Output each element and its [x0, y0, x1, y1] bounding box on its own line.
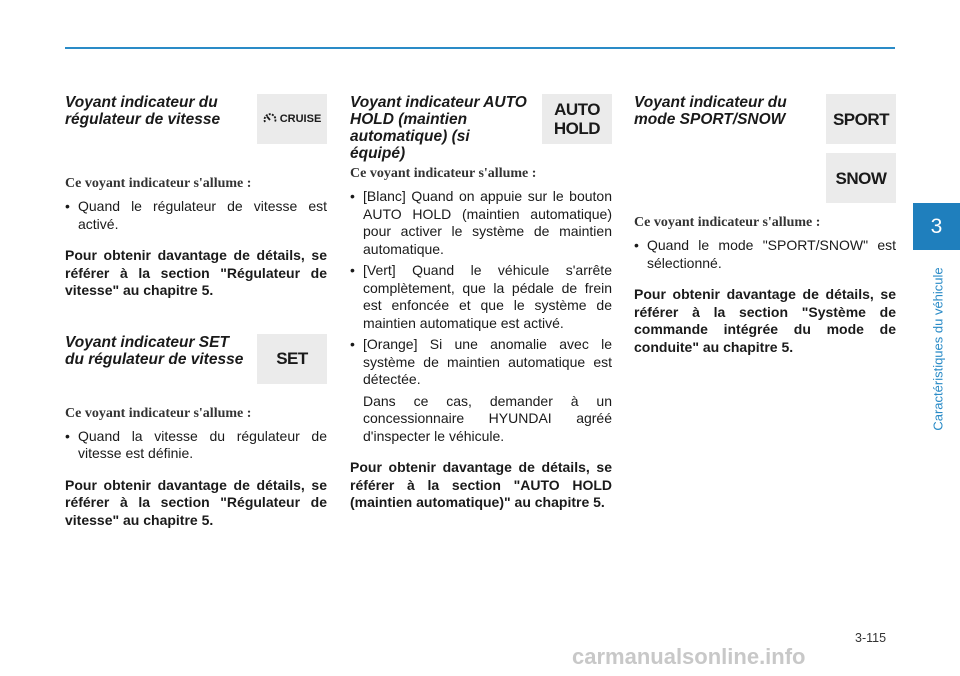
section-title: Voyant indicateur du régulateur de vitesse — [65, 94, 221, 128]
autohold-indicator-tile — [542, 94, 612, 144]
chapter-title: Caractéristiques du véhicule — [930, 267, 946, 431]
watermark: carmanualsonline.info — [572, 644, 806, 669]
sport-label: SPORT — [832, 109, 890, 129]
speedometer-icon — [263, 112, 277, 126]
section-autohold-header — [350, 94, 612, 162]
column-1 — [65, 94, 327, 529]
list-item: • [Blanc] Quand on appuie sur le bouton AUTO HOLD (maintien automatique) pour activer le système de maintien automatique. — [350, 188, 612, 258]
reference-text: Pour obtenir davantage de détails, se référer à la section "Régulateur de vitesse" au chapitre 5. — [65, 247, 327, 298]
top-rule — [65, 47, 895, 49]
list-item: • [Vert] Quand le véhicule s'arrête complètement, que la pédale de frein est enfoncée et que le système de maintien automatique est activé. — [350, 262, 612, 332]
bullet-list — [65, 428, 327, 463]
list-item: • Quand la vitesse du régulateur de vitesse est définie. — [65, 428, 327, 463]
set-indicator-tile — [257, 334, 327, 384]
sport-indicator-tile — [826, 94, 896, 144]
section-mode-header — [634, 94, 896, 203]
reference-text: Pour obtenir davantage de détails, se référer à la section "Système de commande intégrée du mode de conduite" au chapitre 5. — [634, 286, 896, 355]
autohold-label-line2: HOLD — [553, 119, 601, 138]
page-number: 3-115 — [855, 631, 887, 645]
autohold-label-line1: AUTO — [554, 100, 600, 119]
section-title: Voyant indicateur du mode SPORT/SNOW — [634, 94, 787, 128]
list-item: • [Orange] Si une anomalie avec le système de maintien automatique est détectée. — [350, 336, 612, 389]
chapter-side-label — [930, 258, 946, 440]
set-label: SET — [276, 349, 308, 368]
lead-text: Ce voyant indicateur s'allume : — [634, 215, 821, 230]
bullet-list — [350, 188, 612, 389]
list-item: • Quand le régulateur de vitesse est activé. — [65, 198, 327, 233]
cruise-indicator-tile — [257, 94, 327, 144]
section-cruise-header — [65, 94, 327, 144]
cruise-icon — [263, 112, 322, 126]
lead-text: Ce voyant indicateur s'allume : — [65, 405, 252, 421]
section-set-header — [65, 334, 327, 384]
reference-text: Pour obtenir davantage de détails, se référer à la section "AUTO HOLD (maintien automatique)" au chapitre 5. — [350, 459, 612, 510]
section-title: Voyant indicateur AUTO HOLD (maintien automatique) (si équipé) — [350, 94, 527, 162]
mode-tiles — [826, 94, 896, 203]
continuation-text: Dans ce cas, demander à un concessionnaire HYUNDAI agréé d'inspecter le véhicule. — [363, 392, 612, 444]
bullet-list — [65, 198, 327, 233]
cruise-label: CRUISE — [279, 113, 322, 125]
snow-label: SNOW — [835, 168, 887, 188]
reference-text: Pour obtenir davantage de détails, se référer à la section "Régulateur de vitesse" au chapitre 5. — [65, 476, 327, 528]
chapter-tab — [913, 203, 960, 250]
snow-indicator-tile — [826, 153, 896, 203]
lead-text: Ce voyant indicateur s'allume : — [350, 166, 537, 181]
column-3 — [634, 94, 896, 356]
bullet-list — [634, 237, 896, 272]
lead-text: Ce voyant indicateur s'allume : — [65, 176, 252, 191]
list-item: • Quand le mode "SPORT/SNOW" est sélectionné. — [634, 237, 896, 272]
column-2 — [350, 94, 612, 512]
chapter-number: 3 — [930, 214, 943, 238]
section-title: Voyant indicateur SET du régulateur de vitesse — [65, 333, 244, 368]
